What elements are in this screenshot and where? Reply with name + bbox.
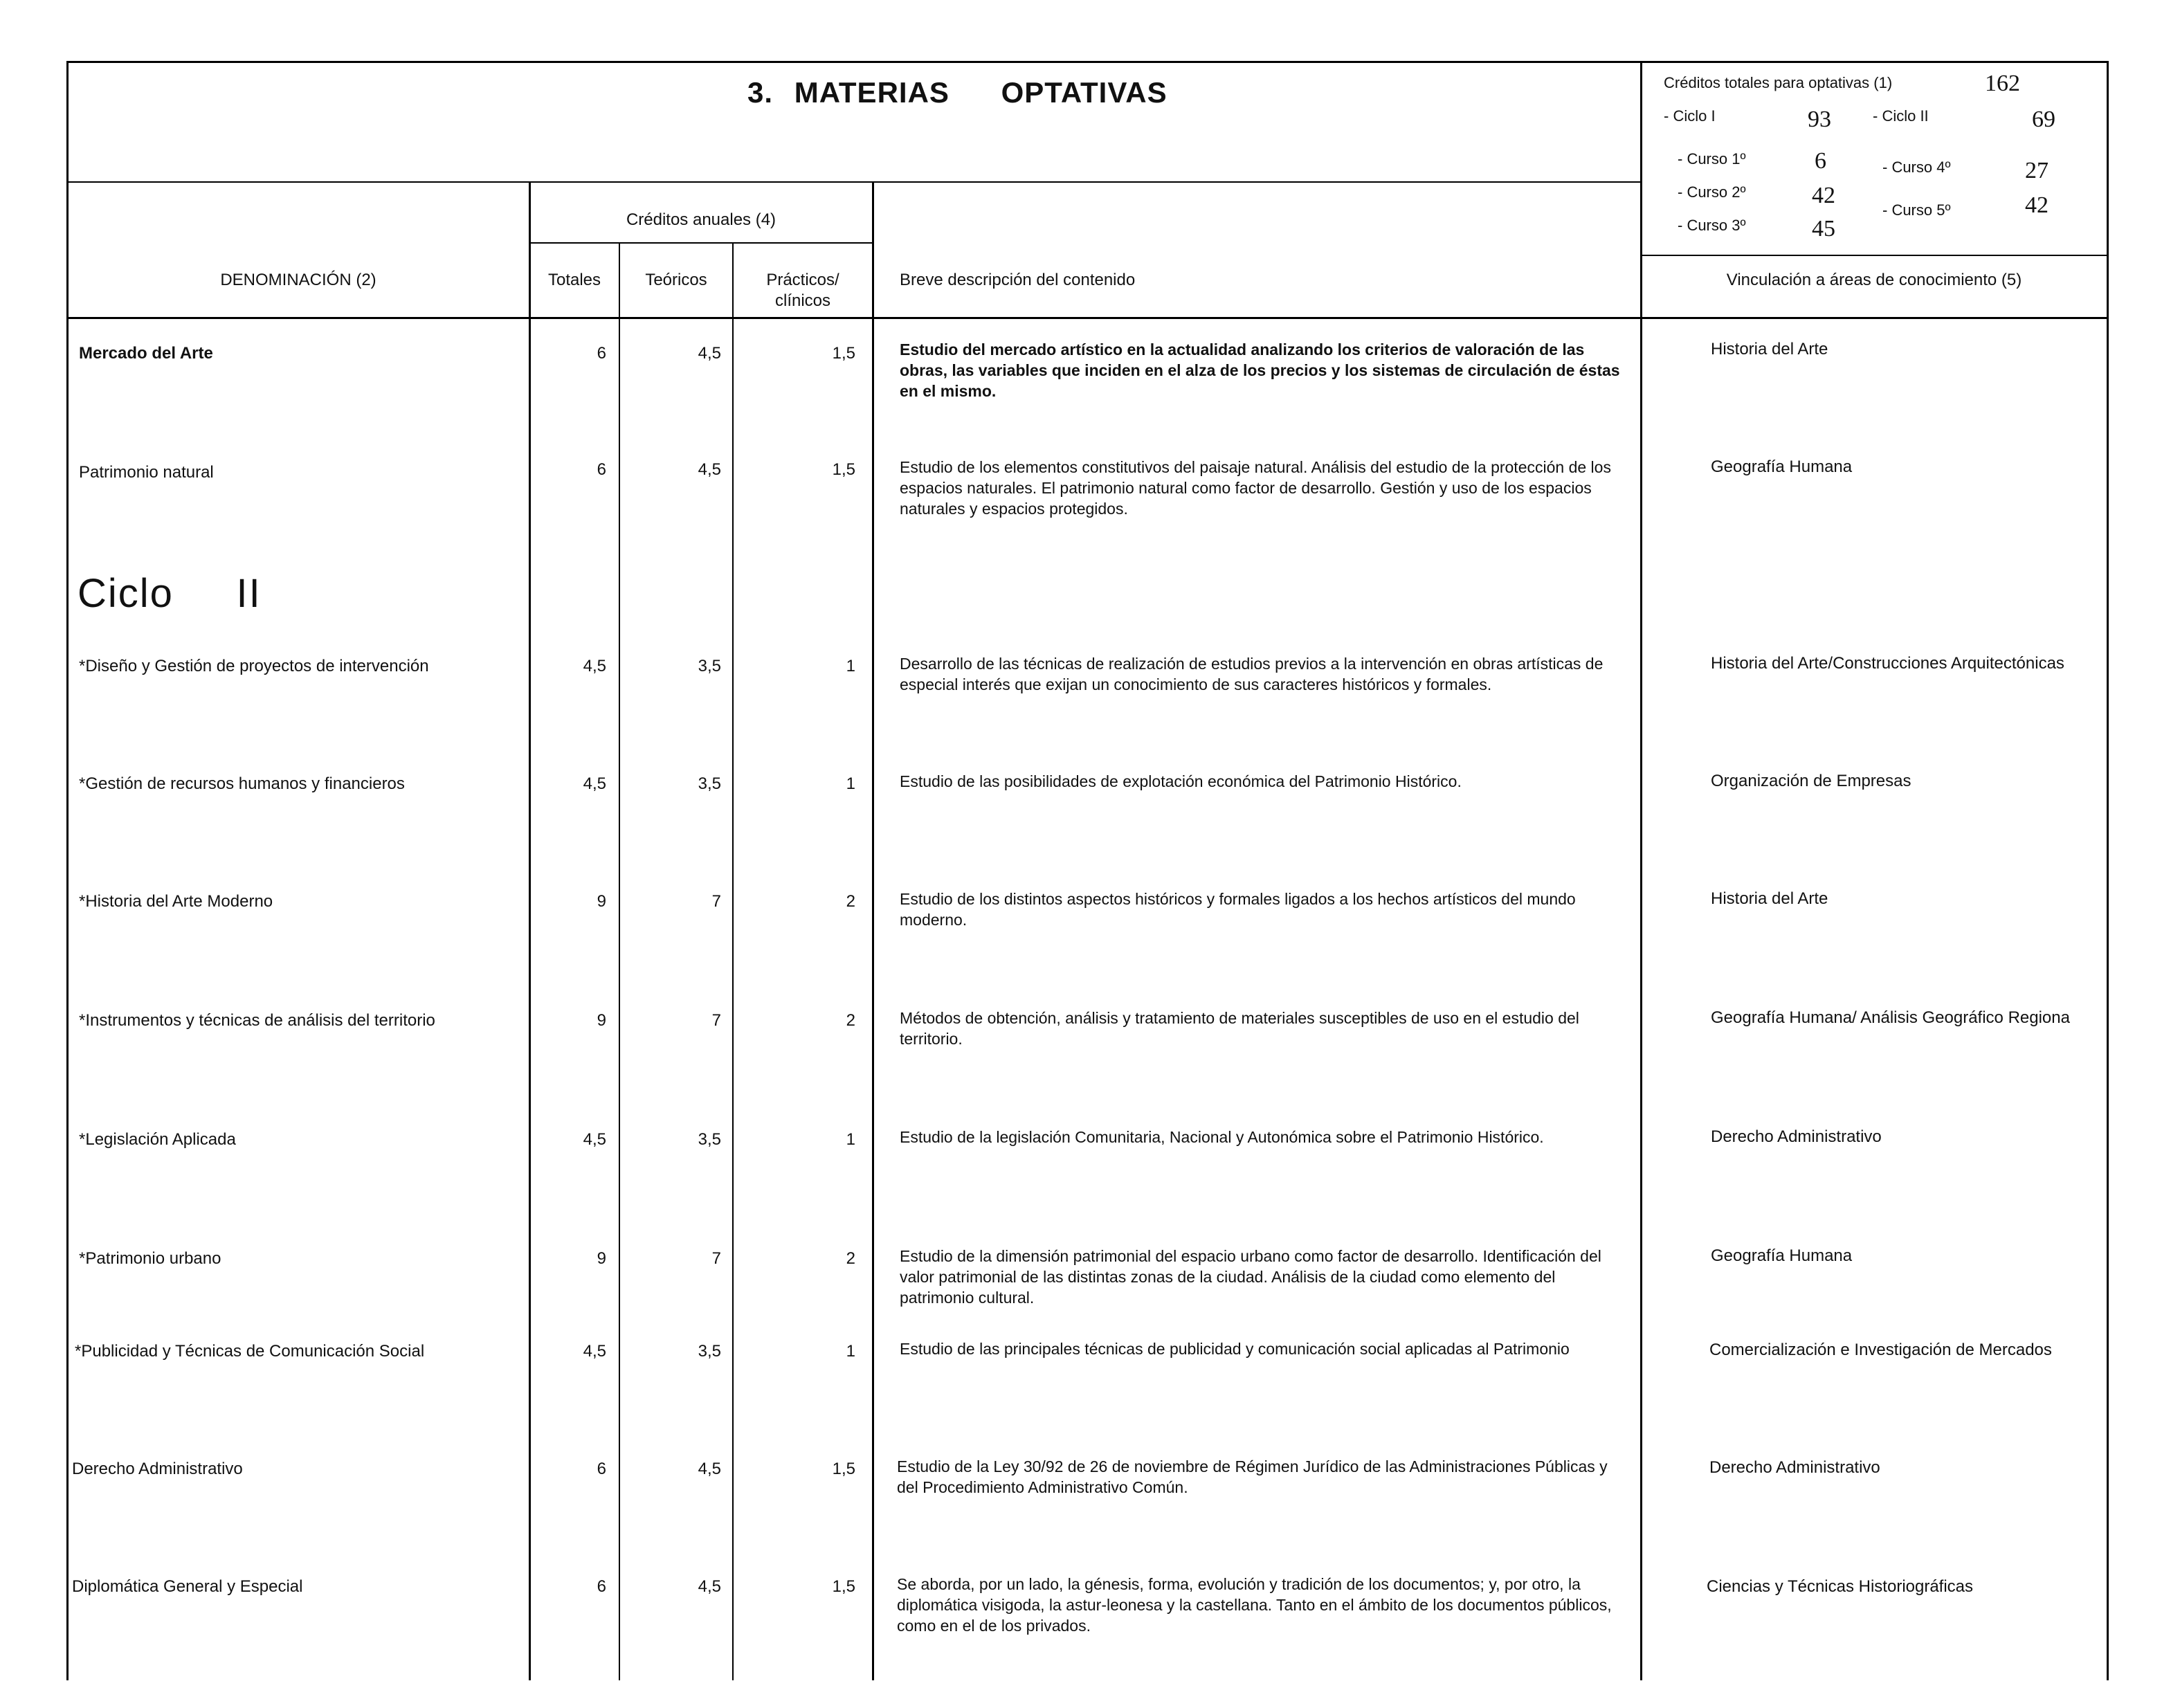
row-description: Estudio de la dimensión patrimonial del espacio urbano como factor de desarrollo. Identificación del valor patrimonial de las distintas zonas de la ciudad. Análisis de la ciudad como elemento del patrimonio cultural. bbox=[900, 1247, 1601, 1307]
header-practicos-line2: clínicos bbox=[774, 291, 831, 310]
row-practicos: 2 bbox=[846, 1011, 855, 1030]
row-area: Geografía Humana bbox=[1711, 457, 1853, 476]
row-area: Geografía Humana bbox=[1711, 1246, 1853, 1265]
row-totales: 6 bbox=[597, 344, 606, 363]
row-teoricos: 4,5 bbox=[698, 344, 721, 363]
page-title bbox=[747, 76, 1168, 109]
row-teoricos: 7 bbox=[711, 1011, 721, 1030]
curso5-label: - Curso 5º bbox=[1882, 201, 1951, 219]
row-practicos: 1,5 bbox=[832, 344, 855, 363]
row-area: Ciencias y Técnicas Historiográficas bbox=[1707, 1577, 1974, 1596]
row-description: Estudio de la legislación Comunitaria, Nacional y Autonómica sobre el Patrimonio Histórico. bbox=[900, 1128, 1544, 1146]
header-totales: Totales bbox=[547, 271, 601, 289]
row-practicos: 1 bbox=[846, 774, 855, 793]
row-name: *Patrimonio urbano bbox=[79, 1249, 221, 1268]
curso1-value: 6 bbox=[1815, 148, 1826, 174]
row-practicos: 2 bbox=[846, 892, 855, 911]
row-name: Patrimonio natural bbox=[79, 463, 214, 482]
row-teoricos: 3,5 bbox=[698, 1342, 721, 1361]
row-teoricos: 4,5 bbox=[698, 1460, 721, 1478]
row-practicos: 2 bbox=[846, 1249, 855, 1268]
row-description: Estudio de los distintos aspectos históricos y formales ligados a los hechos artísticos del mundo moderno. bbox=[900, 890, 1576, 929]
divider-credits-box-bottom bbox=[1640, 255, 2108, 256]
row-totales: 9 bbox=[597, 1011, 606, 1030]
row-description: Estudio de los elementos constitutivos del paisaje natural. Análisis del estudio de la protección de los espacios naturales. El patrimonio natural como factor de desarrollo. Gestión y uso de los espacios naturales y espacios protegidos. bbox=[900, 458, 1611, 518]
row-teoricos: 3,5 bbox=[698, 657, 721, 675]
row-totales: 4,5 bbox=[583, 1130, 606, 1149]
table-border-left bbox=[66, 61, 69, 1680]
row-area: Historia del Arte/Construcciones Arquitectónicas bbox=[1711, 654, 2064, 673]
curso4-label: - Curso 4º bbox=[1882, 158, 1951, 176]
row-totales: 6 bbox=[597, 460, 606, 479]
row-name: Diplomática General y Especial bbox=[72, 1577, 303, 1596]
row-totales: 4,5 bbox=[583, 657, 606, 675]
title-number: 3. bbox=[747, 76, 774, 109]
table-border-right bbox=[2107, 61, 2109, 1680]
row-practicos: 1,5 bbox=[832, 1460, 855, 1478]
curso4-value: 27 bbox=[2025, 158, 2049, 183]
divider-header-bottom bbox=[66, 317, 2108, 319]
title-word-optativas: OPTATIVAS bbox=[1001, 76, 1168, 109]
row-description: Estudio de la Ley 30/92 de 26 de noviembre de Régimen Jurídico de las Administraciones Públicas y del Procedimiento Administrativo Común. bbox=[897, 1457, 1608, 1496]
row-name: Derecho Administrativo bbox=[72, 1460, 243, 1478]
credits-total-value: 162 bbox=[1985, 71, 2020, 96]
divider-creditos-anuales bbox=[530, 242, 873, 244]
row-name: *Gestión de recursos humanos y financieros bbox=[79, 774, 405, 793]
row-description: Desarrollo de las técnicas de realización de estudios previos a la intervención en obras artísticas de especial interés que exijan un conocimiento de sus caracteres históricos y formales. bbox=[900, 655, 1604, 693]
row-teoricos: 7 bbox=[711, 1249, 721, 1268]
col-line-descripcion bbox=[872, 181, 874, 1680]
row-area: Historia del Arte bbox=[1711, 889, 1828, 908]
curso3-label: - Curso 3º bbox=[1678, 217, 1746, 234]
row-description: Estudio de las principales técnicas de publicidad y comunicación social aplicadas al Patrimonio bbox=[900, 1340, 1570, 1358]
ciclo2-value: 69 bbox=[2032, 107, 2055, 132]
ciclo1-value: 93 bbox=[1808, 107, 1831, 132]
row-teoricos: 3,5 bbox=[698, 774, 721, 793]
row-description: Métodos de obtención, análisis y tratamiento de materiales susceptibles de uso en el estudio del territorio. bbox=[900, 1009, 1579, 1048]
row-name: *Diseño y Gestión de proyectos de intervención bbox=[79, 657, 429, 675]
row-teoricos: 4,5 bbox=[698, 1577, 721, 1596]
col-line-totales bbox=[529, 181, 531, 1680]
row-area: Geografía Humana/ Análisis Geográfico Regiona bbox=[1711, 1008, 2070, 1027]
row-totales: 4,5 bbox=[583, 774, 606, 793]
curso2-label: - Curso 2º bbox=[1678, 183, 1746, 201]
row-totales: 4,5 bbox=[583, 1342, 606, 1361]
ciclo2-label: - Ciclo II bbox=[1873, 107, 1929, 125]
title-word-materias: MATERIAS bbox=[794, 76, 950, 109]
row-description: Se aborda, por un lado, la génesis, forma, evolución y tradición de los documentos; y, por otro, la diplomática visigoda, la astur-leonesa y la castellana. Tanto en el ámbito de los documentos públicos, como en el de los privados. bbox=[897, 1575, 1612, 1635]
row-description: Estudio del mercado artístico en la actualidad analizando los criterios de valoración de las obras, las variables que inciden en el alza de los precios y los sistemas de circulación de éstas en el mismo. bbox=[900, 340, 1620, 400]
row-practicos: 1 bbox=[846, 657, 855, 675]
row-name: *Publicidad y Técnicas de Comunicación Social bbox=[75, 1342, 425, 1361]
divider-credits-box bbox=[1640, 61, 1642, 1680]
curso3-value: 45 bbox=[1812, 216, 1835, 242]
header-vinculacion: Vinculación a áreas de conocimiento (5) bbox=[1726, 271, 2022, 289]
row-area: Organización de Empresas bbox=[1711, 772, 1911, 790]
row-area: Historia del Arte bbox=[1711, 340, 1828, 358]
row-name: *Historia del Arte Moderno bbox=[79, 892, 273, 911]
row-totales: 6 bbox=[597, 1460, 606, 1478]
row-teoricos: 3,5 bbox=[698, 1130, 721, 1149]
credits-total-label: Créditos totales para optativas (1) bbox=[1664, 74, 1893, 91]
row-area: Comercialización e Investigación de Mercados bbox=[1709, 1341, 2052, 1359]
row-teoricos: 4,5 bbox=[698, 460, 721, 479]
table-border-top bbox=[66, 61, 2108, 63]
curso2-value: 42 bbox=[1812, 183, 1835, 208]
row-name: *Legislación Aplicada bbox=[79, 1130, 236, 1149]
row-name: *Instrumentos y técnicas de análisis del territorio bbox=[79, 1011, 435, 1030]
header-denominacion: DENOMINACIÓN (2) bbox=[220, 271, 376, 289]
header-practicos-line1: Prácticos/ bbox=[766, 271, 839, 289]
row-name: Mercado del Arte bbox=[79, 344, 213, 363]
header-descripcion: Breve descripción del contenido bbox=[900, 271, 1136, 289]
row-area: Derecho Administrativo bbox=[1709, 1458, 1880, 1477]
curso1-label: - Curso 1º bbox=[1678, 150, 1746, 167]
row-teoricos: 7 bbox=[711, 892, 721, 911]
ciclo1-label: - Ciclo I bbox=[1664, 107, 1716, 125]
row-practicos: 1,5 bbox=[832, 460, 855, 479]
row-practicos: 1 bbox=[846, 1342, 855, 1361]
header-teoricos: Teóricos bbox=[645, 271, 707, 289]
row-totales: 9 bbox=[597, 1249, 606, 1268]
row-area: Derecho Administrativo bbox=[1711, 1127, 1882, 1146]
row-practicos: 1 bbox=[846, 1130, 855, 1149]
row-description: Estudio de las posibilidades de explotación económica del Patrimonio Histórico. bbox=[900, 772, 1462, 790]
row-practicos: 1,5 bbox=[832, 1577, 855, 1596]
divider-title-bottom bbox=[66, 181, 1642, 183]
header-creditos-anuales: Créditos anuales (4) bbox=[626, 210, 776, 229]
curso5-value: 42 bbox=[2025, 192, 2049, 218]
row-totales: 9 bbox=[597, 892, 606, 911]
row-totales: 6 bbox=[597, 1577, 606, 1596]
section-label-ciclo-ii: Ciclo II bbox=[78, 571, 262, 616]
